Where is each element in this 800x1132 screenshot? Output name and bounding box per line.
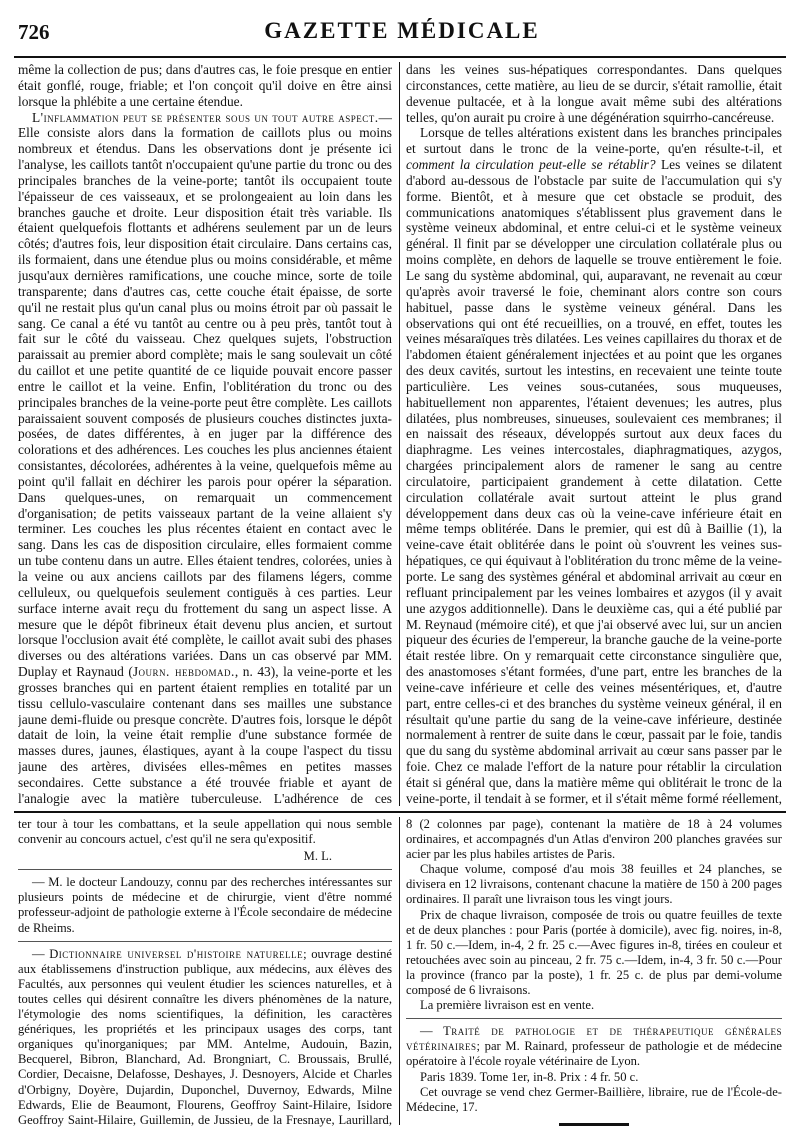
paragraph: même la collection de pus; dans d'autres cas, le foie presque en entier était gonflé, rouge, friable; et l'on conçoit qu'il doive en être ainsi lorsque la phlébite a une certaine étendue. [18,62,392,109]
paragraph: Lorsque de telles altérations existent dans les branches principales et surtout dans le tronc de la veine-porte, qu'en résulte-t-il, et comment la circulation peut-elle se rétablir? Les veines se dilatent d'abord au-dessous de l'obstacle par suite de l'accumulation qui s'y forme. Bientôt, et à mesure que cet obstacle se produit, des communications anatomiques s'établissent plus gravement dans le système veineux abdominal, et entre celui-ci et le système veineux général. Il finit par se développer une circulation collatérale plus ou moins complète, en dehors de laquelle se trouve entièrement le foie. Le sang du système abdominal, qui, auparavant, ne revenait au cœur qu'après avoir traversé le foie, cheminant alors contre son cours habituel, passe dans le système veineux général. Dans les observations qui ont été recueillies, on a trouvé, en effet, toutes les veines mésaraïques très dilatées. Les veines capillaires du thorax et de l'abdomen étaient généralement injectées et au point que les organes des deux cavités, surtout les intestins, en recevaient une teinte toute particulière. Les veines sous-cutanées, sous muqueuses, habituellement non apparentes, l'étaient devenues; les autres, plus dilatées, plus nombreuses, sinueuses, soulevaient ces membranes; il en naissait des réseaux, développés surtout aux deux faces du diaphragme. Les veines intercostales, diaphragmatiques, azygos, chargées principalement alors de ramener le sang au centre circulatoire, participaient grandement à cette dilatation. Cette circulation collatérale avait surtout atteint le plus grand développement dans deux cas où la veine-cave inférieure était en même temps oblitérée. Dans le premier, qui est dû à Baillie (1), la veine-cave était oblitérée dans le point où s'ouvrent les veines sus-hépatiques, ce qui équivaut à l'oblitération du tronc même de la veine-porte. Le sang des systèmes général et abdominal arrivait au cœur en refluant principalement par les veines lombaires et azygos (il y avait une azygos additionnelle). Dans le deuxième cas, qui a été publié par M. Reynaud (mémoire cité), et que j'ai observé avec lui, sur un ancien piqueur des écuries de l'empereur, la branche gauche de la veine-porte était restée libre. On y remarquait cette circonstance singulière que, des anastomoses s'étant formées, d'une part, entre les branches de la veine-cave inférieure et celle des veines mésentériques, et, d'autre part, entre celles-ci et des branches du système veineux général, il en résultait qu'une partie du sang de la veine-cave inférieure, destinée normalement à rentrer de suite dans le cœur, passait par le foie, tandis que du sang du système abdominal arrivait au cœur sans passer par le foie. Chez ce malade l'effort de la nature pour rétablir la circulation était si général que, dans la matière même qui oblitérait le tronc de la veine-porte, il tendait à se former, et il s'était même formé réellement, [406,125,782,806]
news-item: — M. le docteur Landouzy, connu par des recherches intéressantes sur plusieurs points de médecine et de chirurgie, vient d'être nommé professeur-adjoint de pathologie externe à l'École secondaire de médecine de Rheims. [18,875,392,935]
item-separator [406,1018,782,1019]
book-title: Dictionnaire universel d'histoire naturelle [49,946,304,961]
column-divider-bottom [399,817,400,1125]
page-header [18,18,786,52]
paragraph: Chaque volume, composé d'au mois 38 feuilles et 24 planches, se divisera en 12 livraisons, contenant chacune la matière de 150 à 200 pages ordinaires. Il paraît une livraison tous les vingt jours. [406,862,782,907]
paragraph: Prix de chaque livraison, composée de trois ou quatre feuilles de texte et de deux planches : pour Paris (portée à domicile), avec fig. noires, in-8, 1 fr. 50 c.—Idem, in-4, 2 fr. 25 c.—Avec figures in-8, tirées en couleur et retouchées avec soin au pinceau, 2 fr. 75 c.—Idem, in-4, 3 fr. 50 c.—Pour la province (franco par la poste), 1 fr. 25 c. de plus par demi-volume composé de 6 livraisons. [406,907,782,998]
left-column [18,62,392,806]
paragraph: Paris 1839. Tome 1er, in-8. Prix : 4 fr. 50 c. [420,1069,639,1084]
paragraph: La première livraison est en vente. [420,998,595,1013]
end-ornament [559,1123,629,1126]
journal-reference: Journ. hebdomad. [132,664,235,680]
book-notice: — Dictionnaire universel d'histoire naturelle; ouvrage destiné aux établissemens d'instruction publique, aux médecins, aux élèves des Facultés, aux personnes qui veulent étudier les sciences naturelles, et à toutes celles qui désirent connaître les divers phénomènes de la nature, l'étymologie des noms scientifiques, la définition, les caractères génériques, les propriétés et les principaux usages des corps, tant organiques qu'inorganiques; par MM. Antelme, Audouin, Bazin, Becquerel, Bibron, Blanchard, Ad. Brongniart, C. Broussais, Brullé, Cordier, Decaisne, Delafosse, Deshayes, J. Desnoyers, Alcide et Charles d'Orbigny, Doyère, Dujardin, Duponchel, Duvernoy, Edwards, Milne Edwards, Elie de Beaumont, Flourens, Geoffroy Saint-Hilaire, Isidore Geoffroy Saint-Hilaire, Guillemin, de Jussieu, de la Fresnaye, Laurillard, [18,946,392,1127]
column-divider-top [399,62,400,806]
page-number: 726 [18,20,50,44]
bottom-left-column [18,817,392,1129]
bottom-separator-rule [14,811,786,813]
paragraph: dans les veines sus-hépatiques correspondantes. Dans quelques circonstances, cette matière, au lieu de se durcir, s'était ramollie, était devenue pultacée, et à la longue avait même subi des altérations telles, qu'on aurait pu croire à une dégénération squirrho-cancéreuse. [406,62,782,125]
signature: M. L. [303,849,332,864]
italic-question: comment la circulation peut-elle se rétablir? [406,157,656,173]
masthead-title: GAZETTE MÉDICALE [264,18,540,43]
book-title: Traité de pathologie et de thérapeutique générales vétérinaires [406,1024,782,1054]
item-separator [18,941,392,942]
item-separator [18,869,392,870]
right-column [406,62,782,806]
paragraph-lead: L'inflammation peut se présenter sous un tout autre aspect. [32,109,379,125]
paragraph: 8 (2 colonnes par page), contenant la matière de 18 à 24 volumes ordinaires, et accompagnés d'un Atlas d'environ 200 planches gravées sur acier par les plus habiles artistes de Paris. [406,817,782,862]
header-rule [14,56,786,58]
paragraph: Cet ouvrage se vend chez Germer-Baillière, libraire, rue de l'École-de-Médecine, 17. [406,1084,782,1114]
bottom-right-column [406,817,782,1129]
paragraph: ter tour à tour les combattans, et la seule appellation qui nous semble convenir au concours actuel, c'est qu'il ne sera qu'expositif. [18,817,392,847]
paragraph: L'inflammation peut se présenter sous un tout autre aspect.— Elle consiste alors dans la formation de caillots plus ou moins nombreux et étendus. Dans les observations dont je présente ici l'analyse, les caillots tantôt n'occupaient qu'une partie du tronc ou des principales branches de la veine-porte; tantôt ils occupaient toute l'épaisseur de ces vaisseaux, et se prolongeaient au loin dans les branches gauche et droite. Leur disposition était très variable. Ils étaient quelquefois flottants et adhérens seulement par un de leurs côtés; d'autres fois, leur disposition était circulaire. Dans certains cas, ils formaient, dans une étendue plus ou moins considérable, et même jusqu'aux dernières ramifications, une couche mince, sorte de toile transparente; dans d'autres cas, cette couche était épaisse, de sorte qu'il ne restait plus qu'un canal plus ou moins étroit par où passait le sang. Ce canal a été vu tantôt au centre ou à peu près, tantôt tout à fait sur le côté du vaisseau. Chez quelques sujets, l'obstruction paraissait au premier abord complète; mais le sang soulevait un côté du caillot et une petite quantité de ce liquide pouvait encore passer entre le caillot et la veine. Enfin, l'oblitération du tronc ou des principales branches de la veine-porte peut être complète. Les caillots paraissaient souvent composés de plusieurs couches distinctes juxta-posées, de dates différentes, à en juger par la différence des colorations et des adhérences. Les couches les plus anciennes étaient consistantes, décolorées, adhérentes à la veine, quelquefois même au point qu'il fallait en déchirer les parois pour opérer la séparation. Dans quelques-unes, on remarquait un commencement d'organisation; de petits vaisseaux partant de la veine allaient s'y terminer. Les couches les plus récentes étaient en contact avec le sang. Dans les cas de disposition circulaire, elles formaient comme un tube contenu dans un autre. Elles étaient tendres, colorées, unies à la veine ou aux anciens caillots par des filamens légers, comme celluleux, ou quelquefois seulement contiguës à ces parties. Leur surface interne avait reçu du frottement du sang un aspect lisse. A mesure que le dépôt fibrineux était devenu plus ancien, et surtout lorsque l'occlusion avait été complète, le caillot avait subi des phases diverses ou des altérations variées. Dans un cas observé par MM. Duplay et Raynaud (Journ. hebdomad., n. 43), la veine-porte et les grosses branches qui en partent étaient remplies en totalité par un tissu cellulo-vasculaire contenant dans ses mailles une substance jaune demi-fluide ou presque concrète. D'autres fois, lorsque le dépôt datait de loin, la veine était remplie d'une substance formée de masses dures, jaunes, élastiques, ayant à la coupe l'aspect du tissu jaune des artères, divisées elles-mêmes en petites masses secondaires. Cette substance a été trouvée friable et ayant de l'analogie avec la matière tuberculeuse. L'adhérence de ces [18,109,392,806]
book-notice: — Traité de pathologie et de thérapeutique générales vétérinaires; par M. Rainard, professeur de pathologie et de médecine opératoire à l'école royale vétérinaire de Lyon. [406,1024,782,1069]
